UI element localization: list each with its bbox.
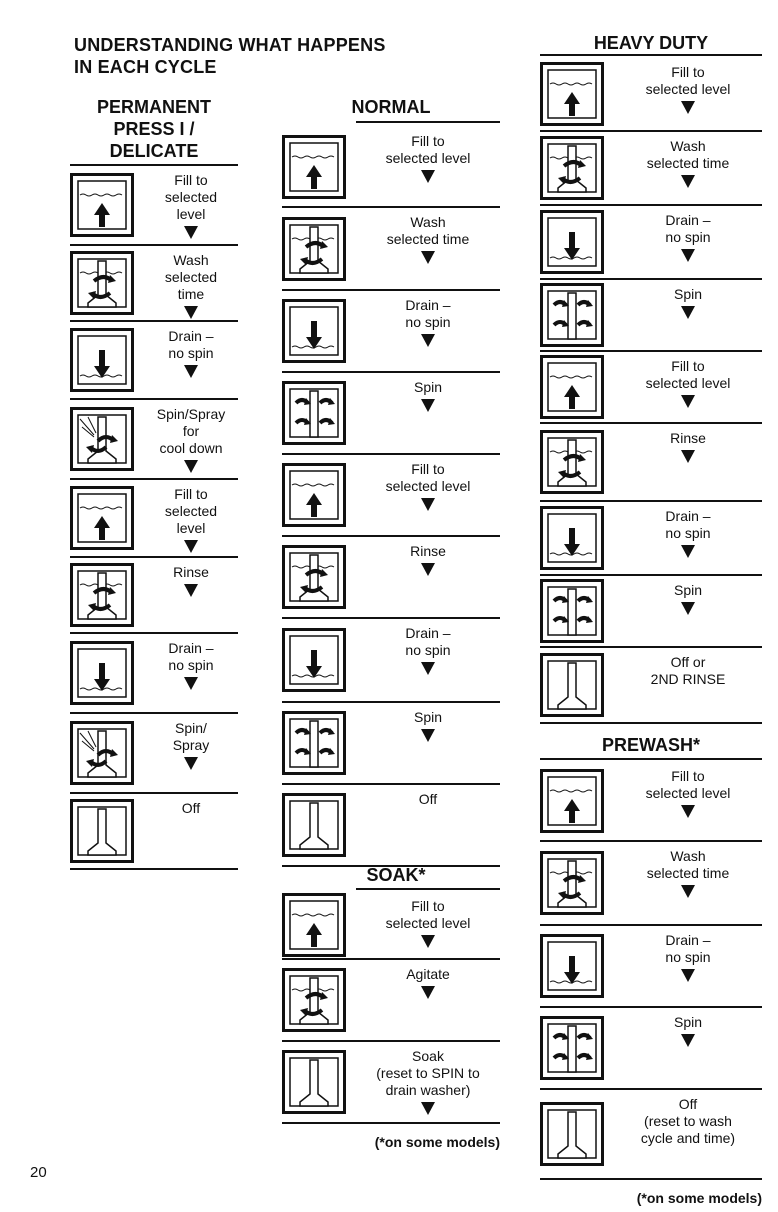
step-text	[144, 720, 238, 774]
heavy-duty-title: HEAVY DUTY	[593, 33, 709, 53]
step-text	[614, 430, 762, 467]
fill-icon	[70, 486, 134, 550]
cycle-step	[70, 322, 238, 400]
step-text-line: Soak	[412, 1048, 444, 1064]
page-number: 20	[30, 1164, 47, 1181]
down-arrow-icon	[356, 331, 500, 351]
permanent-press-title	[70, 96, 238, 162]
down-arrow-icon	[144, 223, 238, 243]
down-arrow-icon	[356, 167, 500, 187]
step-text-line: time	[177, 286, 205, 302]
cycle-step	[282, 960, 500, 1042]
step-text	[144, 640, 238, 694]
step-text-line: selected level	[385, 478, 471, 494]
step-text-line: Fill to	[411, 133, 445, 149]
step-text	[614, 1096, 762, 1147]
step-text-line: no spin	[665, 229, 711, 245]
step-text-line: for	[182, 423, 200, 439]
step-text	[356, 1048, 500, 1119]
down-arrow-icon	[356, 932, 500, 952]
step-text	[614, 654, 762, 688]
cycle-step	[540, 280, 762, 352]
step-text-line: Drain –	[405, 297, 451, 313]
step-text-line: Fill to	[671, 64, 705, 80]
drain-icon	[540, 934, 604, 998]
step-text	[356, 791, 500, 808]
step-text	[144, 406, 238, 477]
cycle-step	[282, 892, 500, 960]
drain-icon	[70, 328, 134, 392]
normal-section	[282, 96, 500, 867]
step-text-line: selected time	[646, 865, 730, 881]
soak-title: SOAK*	[366, 865, 426, 885]
down-arrow-icon	[144, 457, 238, 477]
step-text-line: Rinse	[173, 564, 209, 580]
page-title-line-2: IN EACH CYCLE	[74, 57, 217, 77]
down-arrow-icon	[356, 560, 500, 580]
step-text	[356, 966, 500, 1003]
step-text-line: selected time	[646, 155, 730, 171]
step-text	[614, 212, 762, 266]
step-text	[356, 379, 500, 416]
down-arrow-icon	[144, 362, 238, 382]
prewash-steps	[540, 762, 762, 1180]
step-text	[144, 252, 238, 323]
down-arrow-icon	[356, 248, 500, 268]
step-text-line: Spin	[413, 379, 443, 395]
step-text-line: Wash	[670, 848, 706, 864]
cycle-step	[540, 502, 762, 576]
step-text	[356, 898, 500, 952]
step-text-line: no spin	[168, 345, 214, 361]
down-arrow-icon	[356, 659, 500, 679]
permanent-press-title-line-3: DELICATE	[109, 141, 199, 161]
cycle-step	[70, 794, 238, 870]
drain-icon	[70, 641, 134, 705]
down-arrow-icon	[356, 396, 500, 416]
down-arrow-icon	[614, 1031, 762, 1051]
down-arrow-icon	[614, 447, 762, 467]
cycle-step	[282, 455, 500, 537]
down-arrow-icon	[614, 802, 762, 822]
fill-icon	[282, 463, 346, 527]
soak-steps	[282, 892, 500, 1124]
prewash-footnote: (*on some models)	[636, 1190, 762, 1206]
fill-icon	[282, 893, 346, 957]
step-text	[356, 133, 500, 187]
step-text-line: selected	[164, 189, 218, 205]
step-text	[614, 848, 762, 902]
step-text-line: no spin	[665, 949, 711, 965]
step-text	[614, 768, 762, 822]
heavy-duty-section	[540, 32, 762, 724]
fill-icon	[540, 355, 604, 419]
cycle-step	[282, 208, 500, 291]
cycle-step	[70, 714, 238, 794]
rinse-icon	[282, 545, 346, 609]
step-text-line: Drain –	[168, 640, 214, 656]
off-icon	[282, 1050, 346, 1114]
step-text-line: Spin/	[175, 720, 207, 736]
step-text-line: Wash	[173, 252, 209, 268]
drain-icon	[540, 210, 604, 274]
down-arrow-icon	[144, 754, 238, 774]
drain-icon	[282, 628, 346, 692]
spin-icon	[282, 381, 346, 445]
cycle-step	[540, 1090, 762, 1180]
cycle-step	[540, 576, 762, 648]
step-text-line: Spin	[673, 582, 703, 598]
step-text-line: 2ND RINSE	[650, 671, 726, 687]
page-title-line-1: UNDERSTANDING WHAT HAPPENS	[74, 35, 386, 55]
down-arrow-icon	[614, 392, 762, 412]
off-icon	[282, 793, 346, 857]
step-text-line: level	[176, 206, 206, 222]
spin-icon	[540, 579, 604, 643]
step-text	[356, 625, 500, 679]
spin-icon	[540, 1016, 604, 1080]
prewash-title: PREWASH*	[601, 735, 700, 755]
step-text	[614, 286, 762, 323]
step-text-line: Drain –	[168, 328, 214, 344]
wash-icon	[282, 968, 346, 1032]
step-text-line: selected time	[386, 231, 470, 247]
drain-icon	[282, 299, 346, 363]
step-text-line: Spray	[172, 737, 210, 753]
step-text	[614, 932, 762, 986]
cycle-step	[282, 291, 500, 373]
fill-icon	[540, 769, 604, 833]
step-text-line: cool down	[159, 440, 223, 456]
cycle-step	[282, 1042, 500, 1124]
cycle-step	[70, 400, 238, 480]
step-text-line: Drain –	[405, 625, 451, 641]
step-text-line: Fill to	[671, 358, 705, 374]
permanent-press-title-line-2: PRESS I /	[113, 119, 195, 139]
step-text-line: cycle and time)	[640, 1130, 736, 1146]
step-text	[144, 564, 238, 601]
step-text-line: selected level	[385, 915, 471, 931]
step-text-line: drain washer)	[385, 1082, 471, 1098]
spin-spray-icon	[70, 721, 134, 785]
permanent-press-steps	[70, 166, 238, 870]
down-arrow-icon	[614, 966, 762, 986]
down-arrow-icon	[144, 674, 238, 694]
step-text-line: Off or	[670, 654, 706, 670]
cycle-step	[282, 373, 500, 455]
cycle-step	[540, 424, 762, 502]
step-text-line: Drain –	[665, 508, 711, 524]
down-arrow-icon	[144, 303, 238, 323]
step-text	[356, 461, 500, 515]
step-text-line: no spin	[405, 314, 451, 330]
down-arrow-icon	[614, 882, 762, 902]
down-arrow-icon	[614, 303, 762, 323]
soak-section	[282, 864, 500, 1150]
step-text-line: (reset to wash	[644, 1113, 732, 1129]
step-text	[614, 1014, 762, 1051]
step-text-line: no spin	[168, 657, 214, 673]
step-text-line: no spin	[405, 642, 451, 658]
cycle-step	[540, 132, 762, 206]
drain-icon	[540, 506, 604, 570]
step-text-line: Drain –	[665, 932, 711, 948]
step-text	[144, 486, 238, 557]
step-text-line: Spin	[413, 709, 443, 725]
step-text-line: Wash	[670, 138, 706, 154]
down-arrow-icon	[356, 983, 500, 1003]
step-text	[614, 508, 762, 562]
heavy-duty-steps	[540, 58, 762, 724]
cycle-step	[540, 926, 762, 1008]
down-arrow-icon	[614, 542, 762, 562]
spin-icon	[540, 283, 604, 347]
cycle-step	[70, 480, 238, 558]
cycle-step	[540, 648, 762, 724]
cycle-step	[70, 246, 238, 322]
wash-icon	[70, 251, 134, 315]
fill-icon	[540, 62, 604, 126]
permanent-press-title-line-1: PERMANENT	[96, 97, 211, 117]
spin-spray-icon	[70, 407, 134, 471]
cycle-step	[70, 634, 238, 714]
wash-icon	[282, 217, 346, 281]
fill-icon	[70, 173, 134, 237]
cycle-step	[540, 1008, 762, 1090]
step-text-line: Fill to	[174, 486, 208, 502]
step-text	[144, 172, 238, 243]
step-text-line: Fill to	[411, 898, 445, 914]
step-text	[614, 582, 762, 619]
step-text	[356, 543, 500, 580]
rinse-icon	[540, 430, 604, 494]
step-text-line: Off	[418, 791, 438, 807]
down-arrow-icon	[614, 98, 762, 118]
step-text-line: Agitate	[406, 966, 450, 982]
step-text	[614, 138, 762, 192]
down-arrow-icon	[614, 246, 762, 266]
step-text-line: (reset to SPIN to	[376, 1065, 480, 1081]
down-arrow-icon	[614, 599, 762, 619]
permanent-press-section	[70, 96, 238, 870]
step-text-line: Fill to	[174, 172, 208, 188]
down-arrow-icon	[144, 537, 238, 557]
normal-steps	[282, 127, 500, 867]
cycle-step	[540, 206, 762, 280]
fill-icon	[282, 135, 346, 199]
cycle-step	[282, 619, 500, 703]
rinse-icon	[70, 563, 134, 627]
wash-icon	[540, 136, 604, 200]
step-text-line: Fill to	[671, 768, 705, 784]
down-arrow-icon	[144, 581, 238, 601]
page-title	[74, 34, 454, 78]
cycle-step	[540, 58, 762, 132]
prewash-section	[540, 734, 762, 1206]
step-text-line: Off	[181, 800, 201, 816]
step-text-line: Fill to	[411, 461, 445, 477]
step-text-line: selected	[164, 269, 218, 285]
step-text-line: Spin/Spray	[156, 406, 226, 422]
step-text-line: Spin	[673, 286, 703, 302]
spin-icon	[282, 711, 346, 775]
step-text-line: Wash	[410, 214, 446, 230]
down-arrow-icon	[356, 726, 500, 746]
step-text	[614, 358, 762, 412]
step-text	[356, 709, 500, 746]
cycle-step	[70, 166, 238, 246]
step-text-line: selected	[164, 503, 218, 519]
step-text	[144, 800, 238, 817]
step-text-line: selected level	[645, 785, 731, 801]
step-text-line: selected level	[645, 375, 731, 391]
step-text-line: Drain –	[665, 212, 711, 228]
off-icon	[540, 653, 604, 717]
down-arrow-icon	[356, 495, 500, 515]
cycle-step	[540, 762, 762, 842]
cycle-step	[282, 127, 500, 208]
step-text-line: Rinse	[410, 543, 446, 559]
normal-title: NORMAL	[351, 97, 431, 117]
step-text-line: Off	[678, 1096, 698, 1112]
step-text-line: Rinse	[670, 430, 706, 446]
off-icon	[540, 1102, 604, 1166]
step-text	[614, 64, 762, 118]
off-icon	[70, 799, 134, 863]
step-text-line: selected level	[645, 81, 731, 97]
step-text	[356, 297, 500, 351]
soak-footnote: (*on some models)	[374, 1134, 500, 1150]
wash-icon	[540, 851, 604, 915]
step-text	[356, 214, 500, 268]
cycle-step	[282, 537, 500, 619]
cycle-step	[540, 352, 762, 424]
down-arrow-icon	[356, 1099, 500, 1119]
cycle-step	[540, 842, 762, 926]
step-text-line: no spin	[665, 525, 711, 541]
cycle-step	[70, 558, 238, 634]
step-text-line: level	[176, 520, 206, 536]
cycle-step	[282, 785, 500, 867]
step-text	[144, 328, 238, 382]
down-arrow-icon	[614, 172, 762, 192]
cycle-step	[282, 703, 500, 785]
step-text-line: Spin	[673, 1014, 703, 1030]
step-text-line: selected level	[385, 150, 471, 166]
